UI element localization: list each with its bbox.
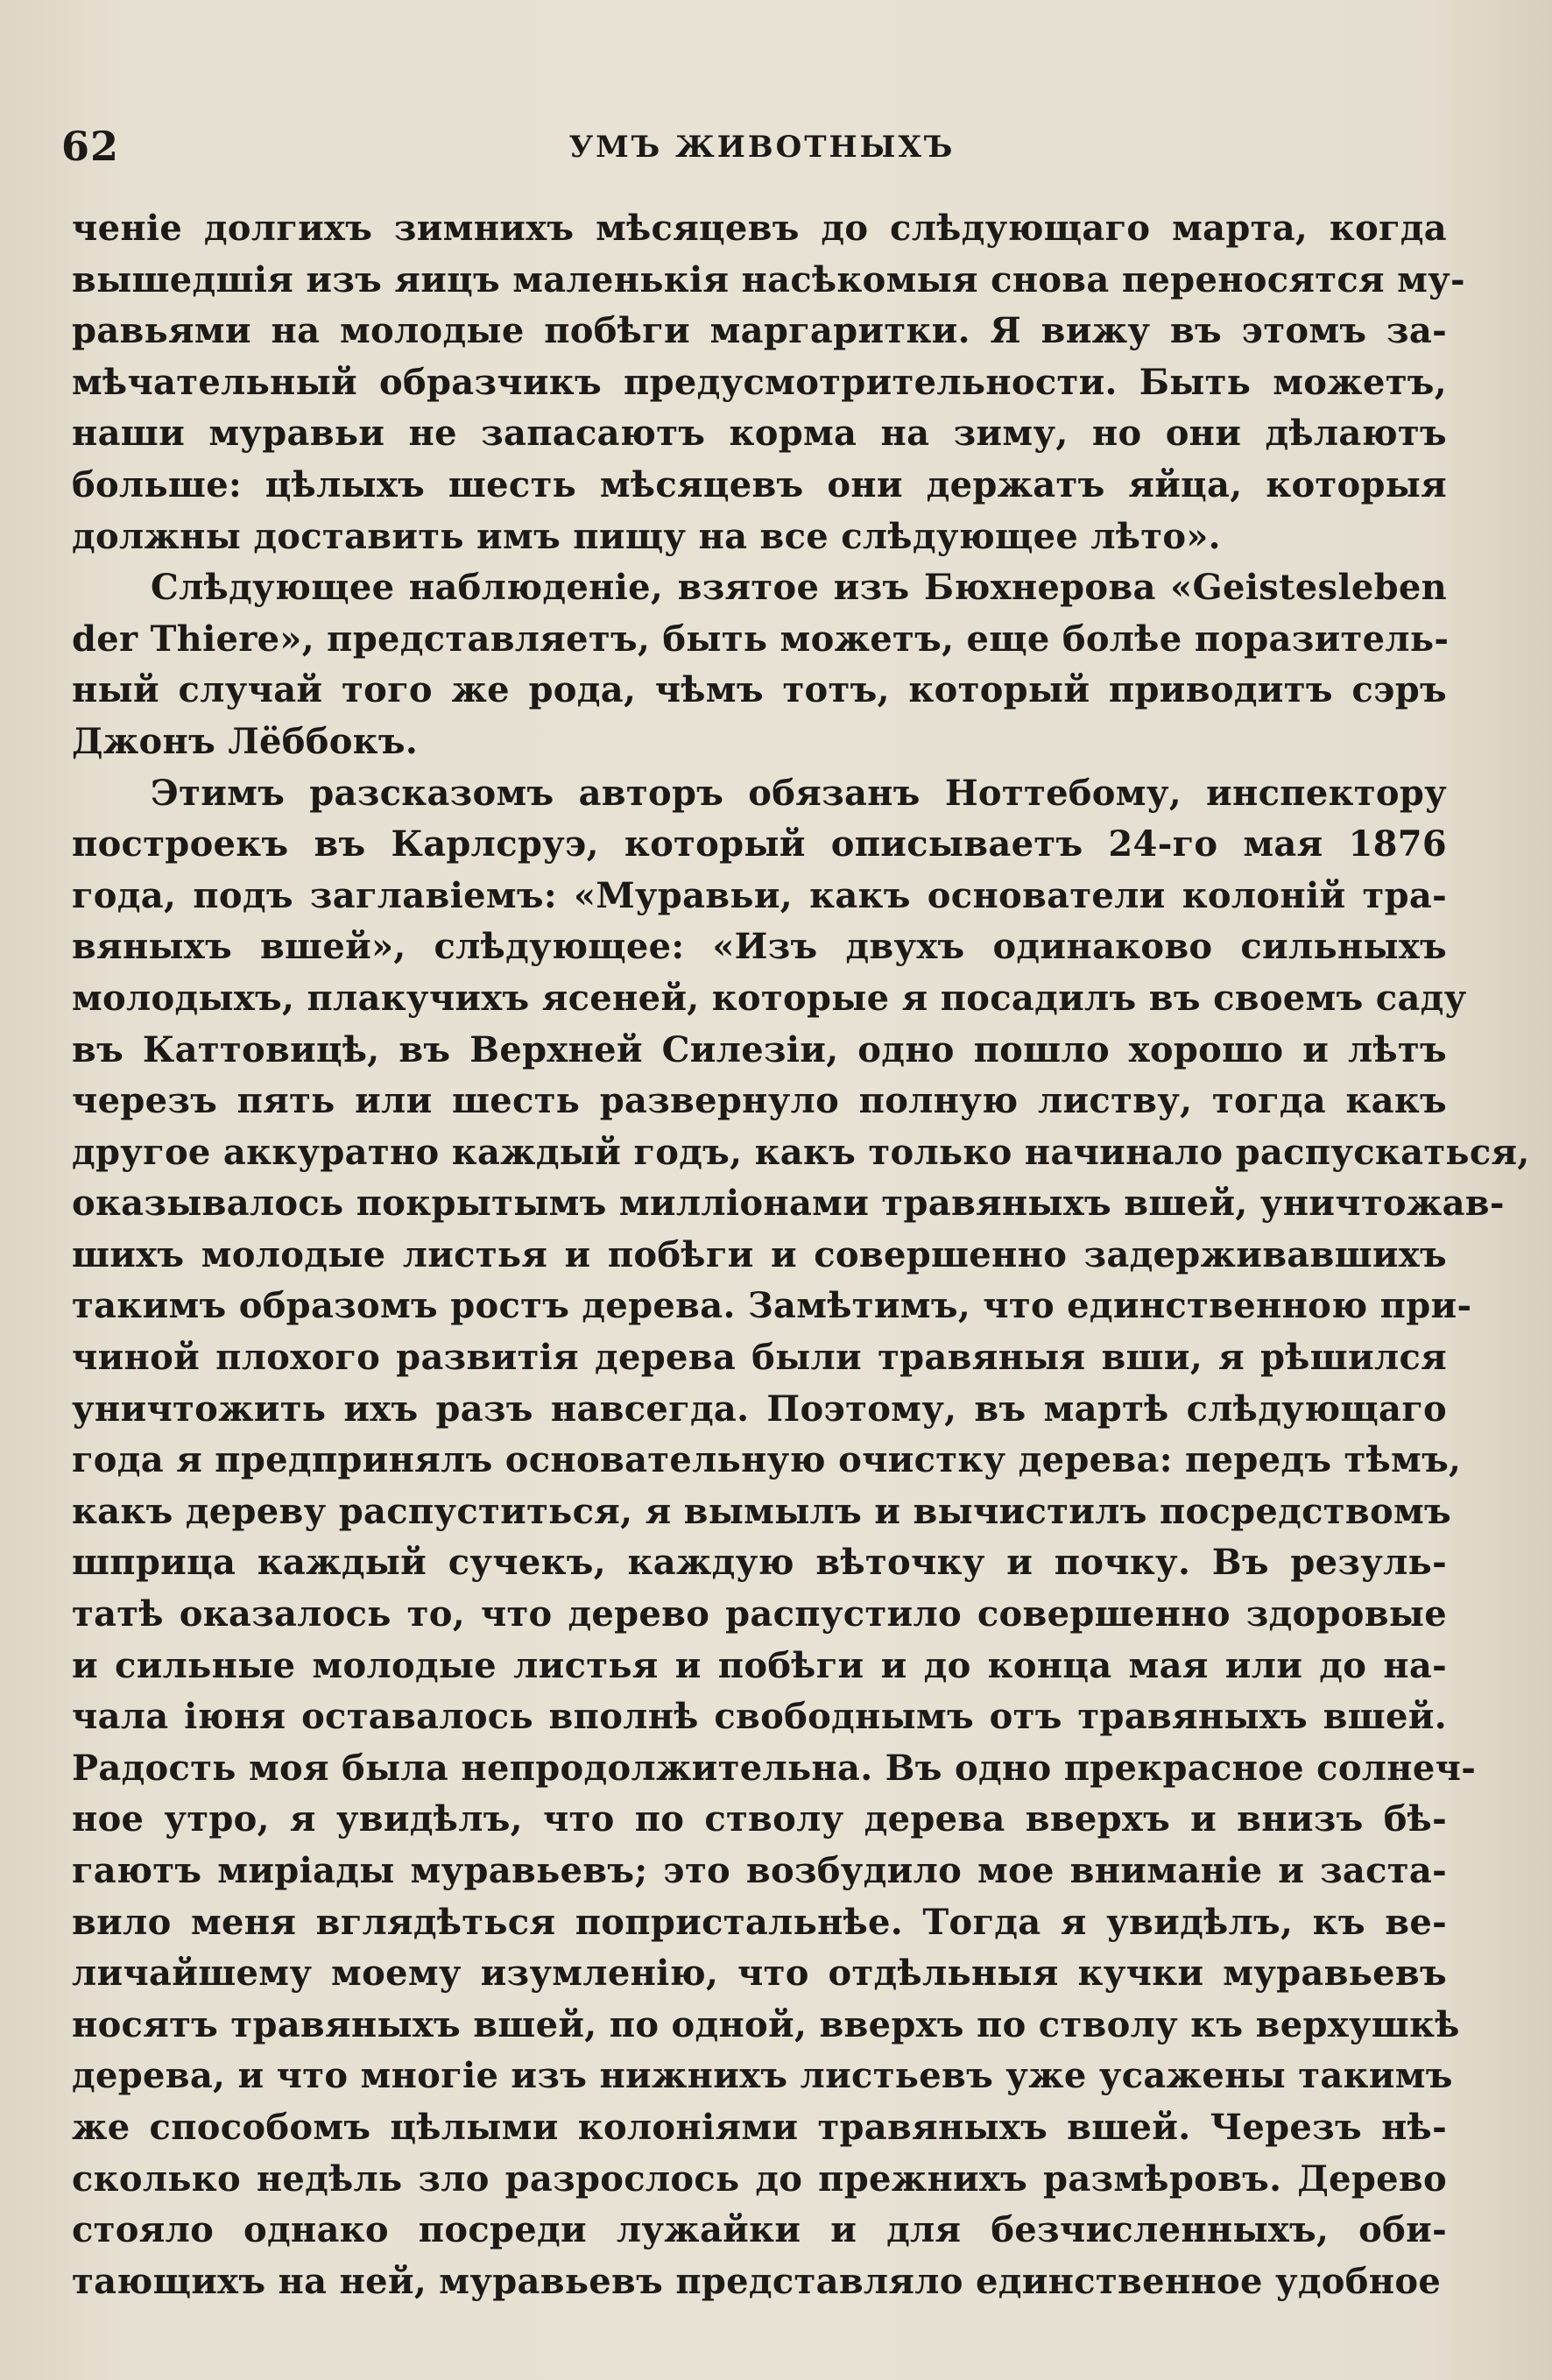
text-line: равьями на молодые побѣги маргаритки. Я вижу въ этомъ за- — [72, 310, 1447, 352]
text-line: ный случай того же рода, чѣмъ тотъ, который приводитъ сэръ — [72, 669, 1447, 711]
text-line: года я предпринялъ основательную очистку дерева: передъ тѣмъ, — [72, 1439, 1462, 1481]
paragraph — [72, 203, 1465, 562]
text-line: уничтожить ихъ разъ навсегда. Поэтому, въ мартѣ слѣдующаго — [72, 1388, 1447, 1430]
text-line: личайшему моему изумленію, что отдѣльныя кучки муравьевъ — [72, 1953, 1447, 1995]
text-line: Слѣдующее наблюденіе, взятое изъ Бюхнерова «Geistesleben — [151, 567, 1447, 609]
text-line: вило меня вглядѣться попристальнѣе. Тогда я увидѣлъ, къ ве- — [72, 1901, 1447, 1943]
text-line: Радость моя была непродолжительна. Въ одно прекрасное солнеч- — [72, 1747, 1477, 1789]
text-line: ное утро, я увидѣлъ, что по стволу дерева вверхъ и внизъ бѣ- — [72, 1798, 1447, 1840]
text-line: Джонъ Лёббокъ. — [72, 720, 419, 762]
text-line: мѣчательный образчикъ предусмотрительности. Быть можетъ, — [72, 361, 1447, 403]
text-line: какъ дереву распуститься, я вымылъ и вычистилъ посредствомъ — [72, 1490, 1451, 1532]
text-line: и сильные молодые листья и побѣги и до конца мая или до на- — [72, 1644, 1447, 1686]
text-line: гаютъ миріады муравьевъ; это возбудило мое вниманіе и заста- — [72, 1850, 1447, 1891]
text-line: стояло однако посреди лужайки и для безчисленныхъ, оби- — [72, 2209, 1447, 2251]
text-line: черезъ пять или шесть развернуло полную листву, тогда какъ — [72, 1080, 1447, 1122]
text-line: построекъ въ Карлсруэ, который описываетъ 24-го мая 1876 — [72, 823, 1447, 865]
text-line: дерева, и что многіе изъ нижнихъ листьевъ уже усажены такимъ — [72, 2055, 1453, 2097]
text-line: Этимъ разсказомъ авторъ обязанъ Ноттебому, инспектору — [151, 772, 1447, 814]
text-line: чиной плохого развитія дерева были травяныя вши, я рѣшился — [72, 1337, 1447, 1379]
text-line: сколько недѣль зло разрослось до прежнихъ размѣровъ. Дерево — [72, 2158, 1447, 2200]
text-line: der Thiere», представляетъ, быть можетъ, еще болѣе поразитель- — [72, 618, 1450, 660]
page-number: 62 — [61, 123, 120, 170]
running-title: УМЪ ЖИВОТНЫХЪ — [568, 130, 956, 165]
text-line: чала іюня оставалось вполнѣ свободнымъ отъ травяныхъ вшей. — [72, 1696, 1447, 1738]
text-line: больше: цѣлыхъ шесть мѣсяцевъ они держатъ яйца, которыя — [72, 463, 1447, 505]
page-header — [61, 123, 1463, 175]
text-line: татѣ оказалось то, что дерево распустило совершенно здоровые — [72, 1593, 1447, 1635]
text-line: наши муравьи не запасаютъ корма на зиму, но они дѣлаютъ — [72, 413, 1447, 455]
text-line: тающихъ на ней, муравьевъ представляло единственное удобное — [72, 2260, 1442, 2302]
paragraph — [72, 768, 1530, 2308]
text-line: вышедшія изъ яицъ маленькія насѣкомыя снова переносятся му- — [72, 258, 1465, 300]
text-line: года, подъ заглавіемъ: «Муравьи, какъ основатели колоній тра- — [72, 874, 1447, 916]
text-line: оказывалось покрытымъ милліонами травяныхъ вшей, уничтожав- — [72, 1183, 1505, 1225]
text-line: носятъ травяныхъ вшей, по одной, вверхъ по стволу къ верхушкѣ — [72, 2003, 1460, 2045]
text-line: другое аккуратно каждый годъ, какъ только начинало распускаться, — [72, 1131, 1530, 1173]
text-line: шприца каждый сучекъ, каждую вѣточку и почку. Въ резуль- — [72, 1542, 1447, 1584]
paragraph — [72, 562, 1450, 767]
text-line: же способомъ цѣлыми колоніями травяныхъ вшей. Черезъ нѣ- — [72, 2106, 1447, 2148]
body-text — [72, 203, 1530, 2307]
text-line: должны доставить имъ пищу на все слѣдующее лѣто». — [72, 515, 1221, 557]
text-line: молодыхъ, плакучихъ ясеней, которые я посадилъ въ своемъ саду — [72, 977, 1467, 1019]
text-line: вяныхъ вшей», слѣдующее: «Изъ двухъ одинаково сильныхъ — [72, 926, 1447, 968]
text-line: въ Каттовицѣ, въ Верхней Силезіи, одно пошло хорошо и лѣтъ — [72, 1028, 1447, 1070]
text-line: такимъ образомъ ростъ дерева. Замѣтимъ, что единственною при- — [72, 1285, 1472, 1327]
text-line: шихъ молодые листья и побѣги и совершенно задерживавшихъ — [72, 1233, 1447, 1275]
text-line: ченіе долгихъ зимнихъ мѣсяцевъ до слѣдующаго марта, когда — [72, 208, 1447, 249]
